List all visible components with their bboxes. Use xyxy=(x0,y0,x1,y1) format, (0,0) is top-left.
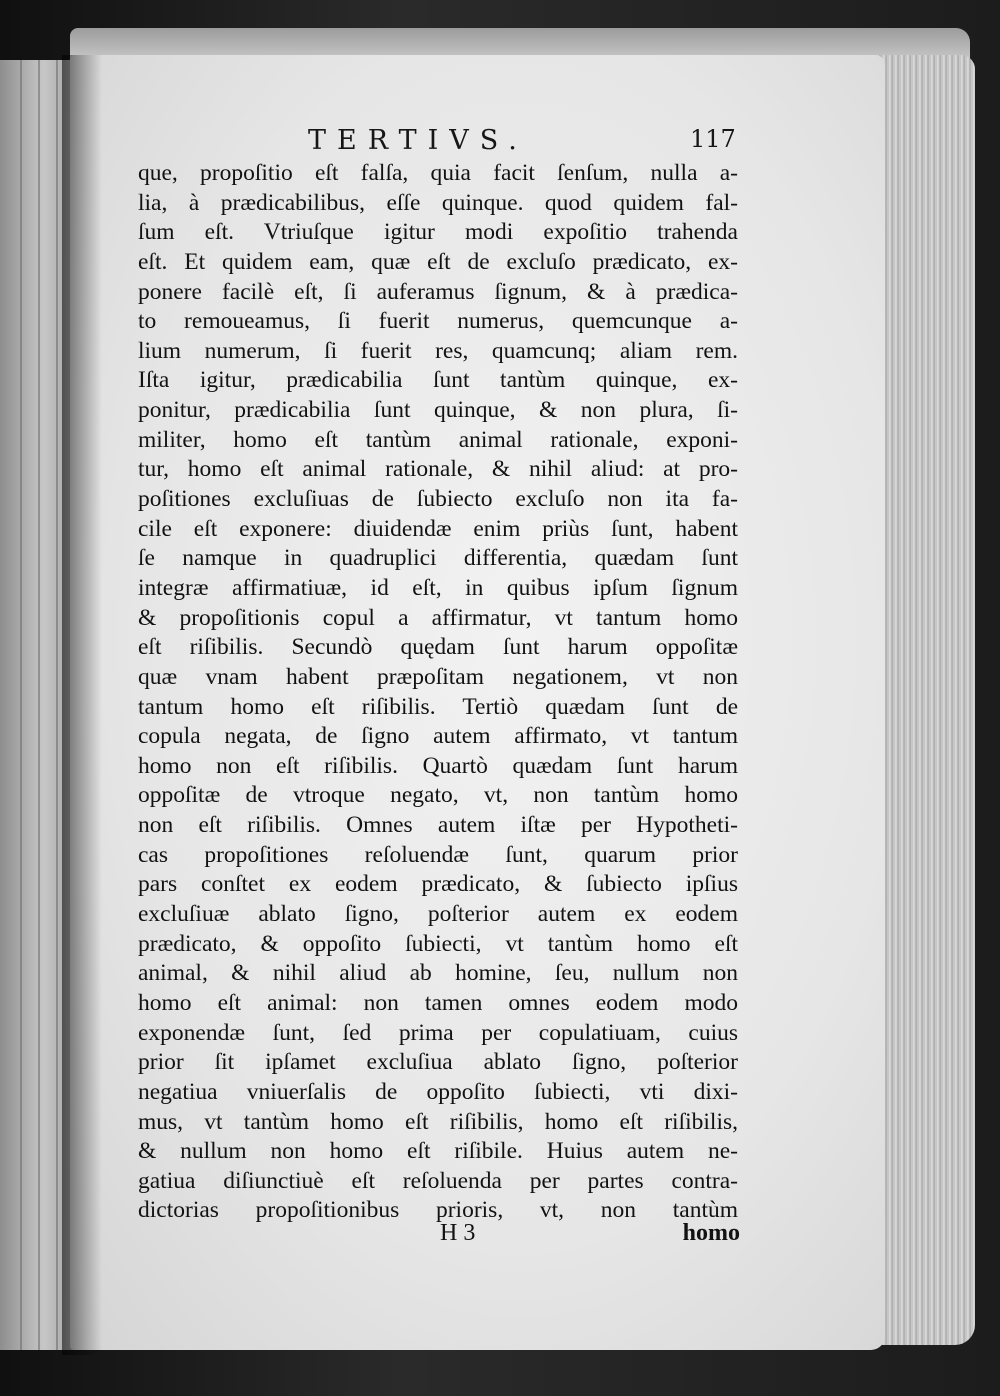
text-line: tur, homo eſt animal rationale, & nihil aliud: at pro- xyxy=(138,456,738,483)
text-line: non eſt riſibilis. Omnes autem iſtæ per Hypotheti- xyxy=(138,812,738,839)
text-line: exponendæ ſunt, ſed prima per copulatiuam, cuius xyxy=(138,1019,738,1046)
text-line: eſt riſibilis. Secundò quędam ſunt harum oppoſitæ xyxy=(138,634,738,661)
text-line: tantum homo eſt riſibilis. Tertiò quædam ſunt de xyxy=(138,693,738,720)
text-line: quæ vnam habent præpoſitam negationem, vt non xyxy=(138,663,738,690)
text-line: eſt. Et quidem eam, quæ eſt de excluſo prædicato, ex- xyxy=(138,248,738,275)
text-line: & propoſitionis copul a affirmatur, vt tantum homo xyxy=(138,604,738,631)
text-line: prædicato, & oppoſito ſubiecti, vt tantùm homo eſt xyxy=(138,930,738,957)
text-line: pars conſtet ex eodem prædicato, & ſubiecto ipſius xyxy=(138,871,738,898)
printed-page xyxy=(70,55,885,1350)
catchword: homo xyxy=(682,1220,740,1246)
text-line: lia, à prædicabilibus, eſſe quinque. quod quidem fal- xyxy=(138,189,738,216)
gutter-shadow xyxy=(62,55,102,1355)
text-line: copula negata, de ſigno autem affirmato, vt tantum xyxy=(138,723,738,750)
text-line: prior ſit ipſamet excluſiua ablato ſigno, poſterior xyxy=(138,1049,738,1076)
text-line: ponitur, prædicabilia ſunt quinque, & non plura, ſi- xyxy=(138,397,738,424)
running-title: TERTIVS. xyxy=(308,125,528,156)
text-line: animal, & nihil aliud ab homine, ſeu, nullum non xyxy=(138,960,738,987)
text-line: que, propoſitio eſt falſa, quia facit ſenſum, nulla a- xyxy=(138,160,738,186)
page-number: 117 xyxy=(690,125,736,153)
text-line: & nullum non homo eſt riſibile. Huius autem ne- xyxy=(138,1138,738,1165)
text-line: excluſiuæ ablato ſigno, poſterior autem ex eodem xyxy=(138,901,738,928)
text-line: oppoſitæ de vtroque negato, vt, non tantùm homo xyxy=(138,782,738,809)
text-line: ſe namque in quadruplici differentia, quædam ſunt xyxy=(138,545,738,572)
text-line: gatiua diſiunctiuè eſt reſoluenda per partes contra- xyxy=(138,1167,738,1194)
text-line: homo non eſt riſibilis. Quartò quædam ſunt harum xyxy=(138,752,738,779)
signature-mark: H 3 xyxy=(440,1220,476,1246)
text-line: dictorias propoſitionibus prioris, vt, non tantùm xyxy=(138,1197,738,1224)
text-line: ſum eſt. Vtriuſque igitur modi expoſitio trahenda xyxy=(138,219,738,246)
text-line: militer, homo eſt tantùm animal rationale, exponi- xyxy=(138,426,738,453)
text-line: Iſta igitur, prædicabilia ſunt tantùm quinque, ex- xyxy=(138,367,738,394)
text-line: cas propoſitiones reſoluendæ ſunt, quarum prior xyxy=(138,841,738,868)
signature-line xyxy=(440,1220,740,1254)
page-block-fore-edge xyxy=(870,55,975,1345)
text-line: homo eſt animal: non tamen omnes eodem modo xyxy=(138,989,738,1016)
text-line: ponere facilè eſt, ſi auferamus ſignum, & à prædica- xyxy=(138,278,738,305)
text-line: mus, vt tantùm homo eſt riſibilis, homo eſt riſibilis, xyxy=(138,1108,738,1135)
text-line: cile eſt exponere: diuidendæ enim priùs ſunt, habent xyxy=(138,515,738,542)
body-text xyxy=(138,159,738,1226)
text-line: integræ affirmatiuæ, id eſt, in quibus ipſum ſignum xyxy=(138,574,738,601)
text-line: negatiua vniuerſalis de oppoſito ſubiecti, vti dixi- xyxy=(138,1078,738,1105)
text-line: to remoueamus, ſi fuerit numerus, quemcunque a- xyxy=(138,308,738,335)
text-line: poſitiones excluſiuas de ſubiecto excluſo non ita fa- xyxy=(138,486,738,513)
text-line: lium numerum, ſi fuerit res, quamcunq; aliam rem. xyxy=(138,337,738,364)
